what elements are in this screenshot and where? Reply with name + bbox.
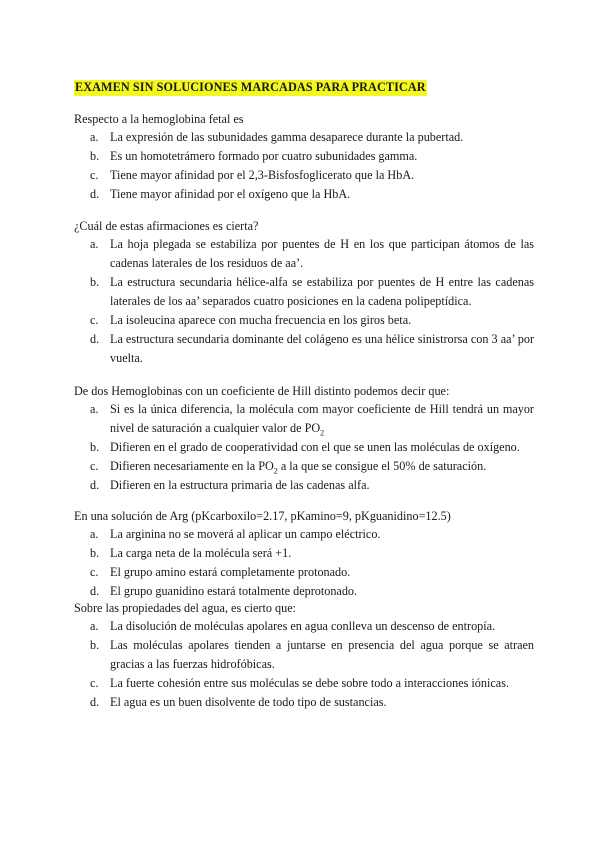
option-text: La estructura secundaria hélice-alfa se estabiliza por puentes de H entre las cadenas laterales de los aa’ separados cuatro posiciones en la cadena polipeptídica. (110, 275, 534, 308)
option-c (74, 457, 534, 476)
option-a (74, 235, 534, 273)
option-a (74, 525, 534, 544)
option-text: La estructura secundaria dominante del colágeno es una hélice sinistrorsa con 3 aa’ por vuelta. (110, 332, 534, 365)
question-2 (74, 217, 534, 368)
option-letter: a. (90, 237, 99, 251)
option-text: Las moléculas apolares tienden a juntarse en presencia del agua porque se atraen gracias a las fuerzas hidrofóbicas. (110, 638, 534, 671)
option-letter: a. (90, 402, 99, 416)
option-letter: a. (90, 619, 99, 633)
exam-title: EXAMEN SIN SOLUCIONES MARCADAS PARA PRACTICAR (75, 80, 426, 94)
option-letter: c. (90, 565, 99, 579)
subscript: 2 (320, 428, 325, 438)
question-stem: De dos Hemoglobinas con un coeficiente de Hill distinto podemos decir que: (74, 384, 450, 398)
option-d (74, 693, 534, 712)
question-1 (74, 110, 534, 204)
question-stem: ¿Cuál de estas afirmaciones es cierta? (74, 219, 259, 233)
option-c (74, 563, 534, 582)
option-b (74, 273, 534, 311)
option-text: La arginina no se moverá al aplicar un campo eléctrico. (110, 527, 381, 541)
question-stem: En una solución de Arg (pKcarboxilo=2.17, pKamino=9, pKguanidino=12.5) (74, 509, 451, 523)
option-text: Tiene mayor afinidad por el 2,3-Bisfosfoglicerato que la HbA. (110, 168, 415, 182)
option-list (74, 617, 534, 712)
option-letter: d. (90, 187, 100, 201)
question-stem: Respecto a la hemoglobina fetal es (74, 112, 244, 126)
option-d (74, 185, 534, 204)
option-letter: c. (90, 168, 99, 182)
question-5 (74, 599, 534, 712)
option-b (74, 636, 534, 674)
option-text: Es un homotetrámero formado por cuatro subunidades gamma. (110, 149, 418, 163)
option-list (74, 128, 534, 204)
option-letter: d. (90, 478, 100, 492)
option-b (74, 147, 534, 166)
option-letter: b. (90, 440, 100, 454)
option-text: La expresión de las subunidades gamma desaparece durante la pubertad. (110, 130, 464, 144)
option-c (74, 674, 534, 693)
option-text: Difieren en la estructura primaria de las cadenas alfa. (110, 478, 370, 492)
option-list (74, 400, 534, 495)
option-letter: c. (90, 459, 99, 473)
option-text-before: Si es la única diferencia, la molécula com mayor coeficiente de Hill tendrá un mayor nivel de saturación a cualquier valor de PO (110, 402, 534, 435)
subscript: 2 (273, 466, 278, 476)
option-letter: d. (90, 584, 100, 598)
option-d (74, 476, 534, 495)
option-text: Tiene mayor afinidad por el oxígeno que la HbA. (110, 187, 351, 201)
question-4 (74, 507, 534, 601)
option-text: La hoja plegada se estabiliza por puentes de H en los que participan átomos de las cadenas laterales de los residuos de aa’. (110, 237, 534, 270)
option-text: La isoleucina aparece con mucha frecuencia en los giros beta. (110, 313, 412, 327)
option-a (74, 400, 534, 438)
option-a (74, 128, 534, 147)
option-letter: d. (90, 695, 100, 709)
option-list (74, 235, 534, 368)
option-letter: a. (90, 527, 99, 541)
question-3 (74, 382, 534, 495)
option-a (74, 617, 534, 636)
option-c (74, 166, 534, 185)
option-text: El grupo amino estará completamente protonado. (110, 565, 351, 579)
option-letter: b. (90, 149, 100, 163)
option-d (74, 330, 534, 368)
option-letter: a. (90, 130, 99, 144)
option-text: La disolución de moléculas apolares en agua conlleva un descenso de entropía. (110, 619, 496, 633)
option-text: El grupo guanidino estará totalmente deprotonado. (110, 584, 358, 598)
option-letter: d. (90, 332, 100, 346)
option-list (74, 525, 534, 601)
option-letter: b. (90, 638, 100, 652)
question-stem: Sobre las propiedades del agua, es cierto que: (74, 601, 297, 615)
option-letter: b. (90, 275, 100, 289)
option-b (74, 544, 534, 563)
option-letter: c. (90, 313, 99, 327)
option-text-after: a la que se consigue el 50% de saturación. (277, 459, 487, 473)
option-letter: c. (90, 676, 99, 690)
option-letter: b. (90, 546, 100, 560)
option-b (74, 438, 534, 457)
option-text-before: Difieren necesariamente en la PO (110, 459, 274, 473)
option-text: El agua es un buen disolvente de todo tipo de sustancias. (110, 695, 387, 709)
option-text: La fuerte cohesión entre sus moléculas se debe sobre todo a interacciones iónicas. (110, 676, 509, 690)
option-text: La carga neta de la molécula será +1. (110, 546, 292, 560)
option-text: Difieren en el grado de cooperatividad con el que se unen las moléculas de oxígeno. (110, 440, 520, 454)
option-c (74, 311, 534, 330)
